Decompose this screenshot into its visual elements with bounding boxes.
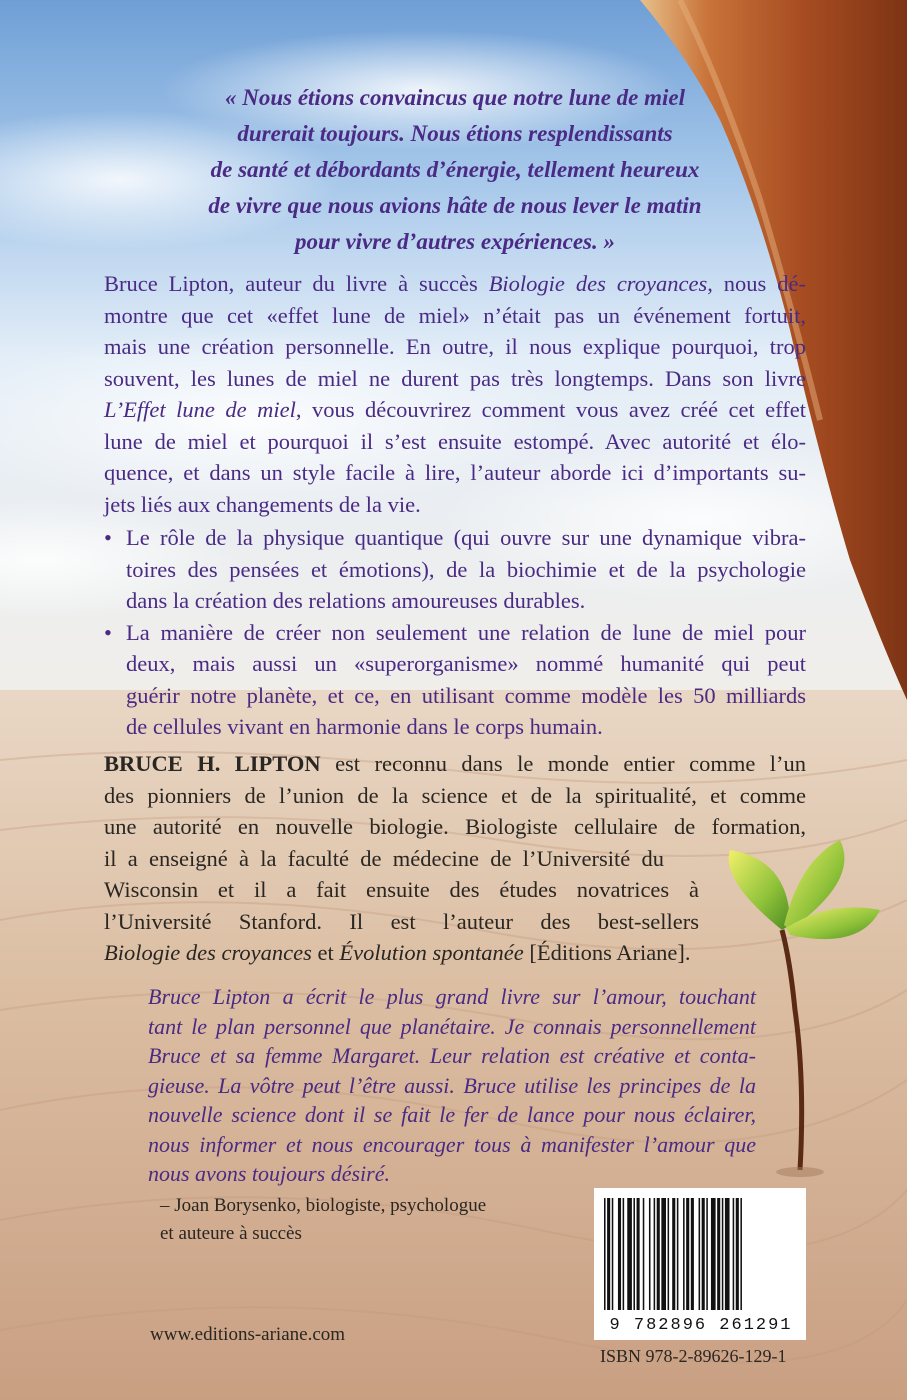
barcode-bar [733, 1198, 735, 1310]
book-title: Évolution spontanée [339, 940, 524, 965]
intro-line: quence, et dans un style facile à lire, l’auteur aborde ici d’importants su- [104, 460, 806, 485]
barcode-bar [661, 1198, 666, 1310]
barcode-digits: 9 782896 261291 [609, 1316, 793, 1335]
barcode-bar [722, 1198, 724, 1310]
publisher-website[interactable]: www.editions-ariane.com [150, 1324, 346, 1345]
barcode-bar [699, 1198, 701, 1310]
quote-line: « Nous étions convaincus que notre lune de miel [224, 85, 686, 110]
barcode-bar [686, 1198, 689, 1310]
barcode-bar [717, 1198, 720, 1310]
quote-line: pour vivre d’autres expériences. » [294, 229, 616, 254]
barcode-bars [602, 1198, 798, 1314]
testimonial-quote [148, 982, 756, 1189]
bullet-line: de cellules vivant en harmonie dans le corps humain. [126, 714, 603, 739]
testimonial-line: nous informer et nous encourager tous à manifester l’amour que [148, 1131, 756, 1157]
bullet-line: Le rôle de la physique quantique (qui ouvre sur une dynamique vibra- [126, 525, 806, 550]
author-bio [104, 748, 806, 969]
bullet-line: guérir notre planète, et ce, en utilisant comme modèle les 50 milliards [126, 682, 806, 708]
barcode-bar [740, 1198, 742, 1310]
barcode-bar [683, 1198, 685, 1310]
intro-line [104, 268, 806, 300]
barcode-bar [691, 1198, 694, 1310]
quote-line: de vivre que nous avions hâte de nous lever le matin [208, 193, 702, 218]
barcode-bar [612, 1198, 614, 1310]
barcode-bar [633, 1198, 635, 1310]
attribution-line: – Joan Borysenko, biologiste, psychologue [160, 1195, 487, 1216]
intro-line: souvent, les lunes de miel ne durent pas très longtemps. Dans son livre [104, 365, 806, 391]
bio-line [104, 748, 806, 780]
opening-quote [150, 80, 760, 260]
testimonial-line: nous avons toujours désiré. [148, 1161, 390, 1186]
barcode-bar [725, 1198, 730, 1310]
barcode-bar [672, 1198, 675, 1310]
barcode-bar [607, 1198, 610, 1310]
barcode-bar [657, 1198, 660, 1310]
intro-paragraph [104, 268, 806, 520]
bio-text: [Éditions Ariane]. [523, 940, 691, 965]
quote-line: durerait toujours. Nous étions resplendissants [237, 121, 673, 146]
bio-text: et [311, 940, 340, 965]
bullet-line: La manière de créer non seulement une relation de lune de miel pour [126, 619, 806, 645]
barcode-bar [706, 1198, 708, 1310]
barcode-bar [654, 1198, 656, 1310]
testimonial-line: tant le plan personnel que planétaire. Je connais personnellement [148, 1013, 756, 1039]
bio-line [104, 937, 806, 969]
intro-line: mais une création personnelle. En outre, il nous explique pourquoi, trop [104, 334, 806, 359]
bullet-marker: • [104, 619, 112, 645]
testimonial-line: nouvelle science dont il se fait le fer de lance pour nous éclairer, [148, 1102, 756, 1127]
testimonial-line: gieuse. La vôtre peut l’être aussi. Bruce utilise les principes de la [148, 1072, 756, 1098]
intro-line: jets liés aux changements de la vie. [104, 491, 421, 517]
book-title: Biologie des croyances [104, 940, 312, 965]
intro-text: , nous dé- [707, 271, 806, 296]
barcode-bar [623, 1198, 625, 1310]
testimonial-attribution [160, 1192, 486, 1248]
author-name: BRUCE H. LIPTON [104, 751, 321, 776]
intro-line: montre que cet «effet lune de miel» n’était pas un événement fortuit, [104, 302, 806, 328]
bio-line: une autorité en nouvelle biologie. Biologiste cellulaire de formation, [104, 814, 806, 839]
barcode-bar [736, 1198, 739, 1310]
intro-line [104, 394, 806, 426]
intro-line: lune de miel et pourquoi il s’est ensuite estompé. Avec autorité et élo- [104, 428, 806, 454]
bio-text: est reconnu dans le monde entier comme l’un [320, 751, 806, 776]
quote-line: de santé et débordants d’énergie, tellement heureux [210, 157, 700, 182]
bio-line: il a enseigné à la faculté de médecine de l’Université du [104, 845, 664, 871]
barcode-bar [604, 1198, 606, 1310]
bullet-item [104, 617, 806, 743]
book-title: L’Effet lune de miel [104, 397, 296, 422]
isbn-number: ISBN 978-2-89626-129-1 [600, 1346, 787, 1366]
bullet-list [104, 522, 806, 743]
bullet-line: deux, mais aussi un «superorganisme» nommé humanité qui peut [126, 651, 806, 676]
bullet-line: dans la création des relations amoureuses durables. [126, 588, 586, 613]
intro-text: Bruce Lipton, auteur du livre à succès [104, 271, 489, 296]
barcode-bar [677, 1198, 679, 1310]
barcode [594, 1188, 806, 1340]
barcode-bar [643, 1198, 645, 1310]
barcode-bar [637, 1198, 640, 1310]
barcode-bar [711, 1198, 716, 1310]
bio-line: l’Université Stanford. Il est l’auteur des best-sellers [104, 908, 699, 934]
testimonial-line: Bruce et sa femme Margaret. Leur relation est créative et conta- [148, 1043, 756, 1068]
attribution-line: et auteure à succès [160, 1223, 302, 1244]
barcode-bar [668, 1198, 670, 1310]
bio-line: Wisconsin et il a fait ensuite des études novatrices à [104, 877, 699, 902]
barcode-bar [618, 1198, 621, 1310]
bio-line: des pionniers de l’union de la science et de la spiritualité, et comme [104, 782, 806, 808]
bullet-line: toires des pensées et émotions), de la biochimie et de la psychologie [126, 556, 806, 582]
barcode-bar [649, 1198, 651, 1310]
testimonial-line: Bruce Lipton a écrit le plus grand livre sur l’amour, touchant [148, 984, 756, 1009]
book-title: Biologie des croyances [488, 271, 708, 296]
intro-text: , vous découvrirez comment vous avez créé cet effet [295, 397, 806, 422]
barcode-bar [627, 1198, 632, 1310]
bullet-marker: • [104, 525, 112, 550]
barcode-bar [702, 1198, 705, 1310]
bullet-item [104, 522, 806, 617]
